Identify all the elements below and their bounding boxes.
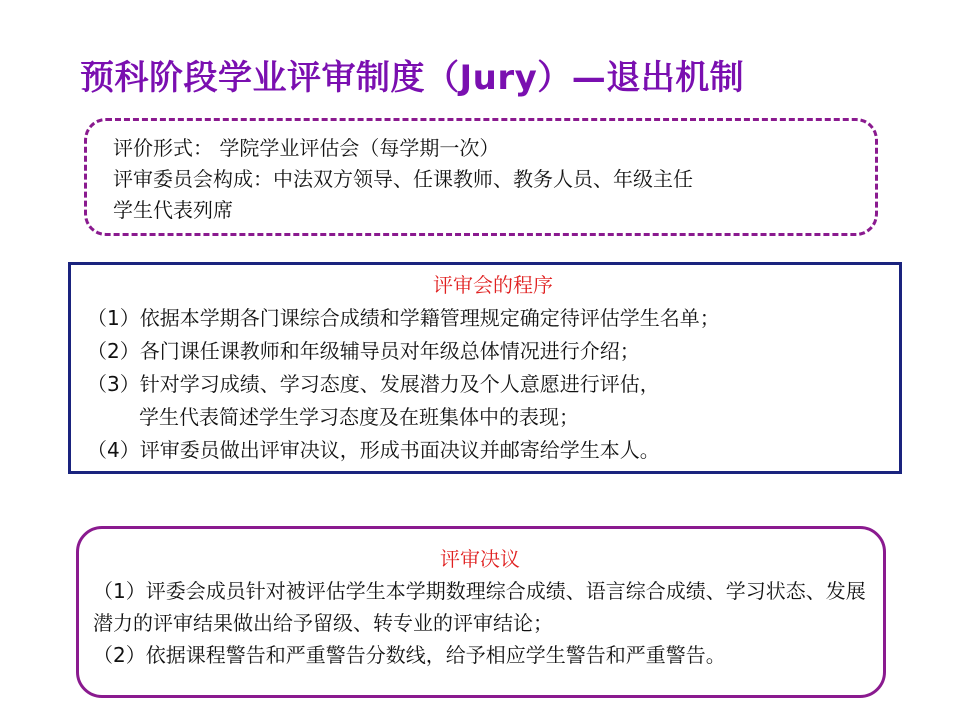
procedure-item-continuation: 学生代表简述学生学习态度及在班集体中的表现；	[139, 405, 579, 429]
evaluation-info-box	[84, 118, 878, 236]
decision-box	[76, 526, 886, 698]
student-representative-line: 学生代表列席	[113, 198, 233, 222]
procedure-item: （1）依据本学期各门课综合成绩和学籍管理规定确定待评估学生名单；	[87, 306, 720, 330]
slide-title: 预科阶段学业评审制度（Jury）—退出机制	[80, 58, 745, 98]
evaluation-form-line: 评价形式： 学院学业评估会（每学期一次）	[113, 136, 500, 160]
procedure-heading: 评审会的程序	[433, 273, 553, 297]
decision-item: （1）评委会成员针对被评估学生本学期数理综合成绩、语言综合成绩、学习状态、发展潜力的评审结果做出给予留级、转专业的评审结论；	[93, 579, 866, 635]
decision-item: （2）依据课程警告和严重警告分数线，给予相应学生警告和严重警告。	[93, 643, 726, 667]
procedure-item: （4）评审委员做出评审决议，形成书面决议并邮寄给学生本人。	[87, 438, 660, 462]
procedure-box	[68, 262, 902, 474]
decision-heading: 评审决议	[440, 547, 520, 571]
procedure-item: （2）各门课任课教师和年级辅导员对年级总体情况进行介绍；	[87, 339, 640, 363]
procedure-item: （3）针对学习成绩、学习态度、发展潜力及个人意愿进行评估，	[87, 372, 660, 396]
committee-composition-line: 评审委员会构成：中法双方领导、任课教师、教务人员、年级主任	[113, 167, 693, 191]
